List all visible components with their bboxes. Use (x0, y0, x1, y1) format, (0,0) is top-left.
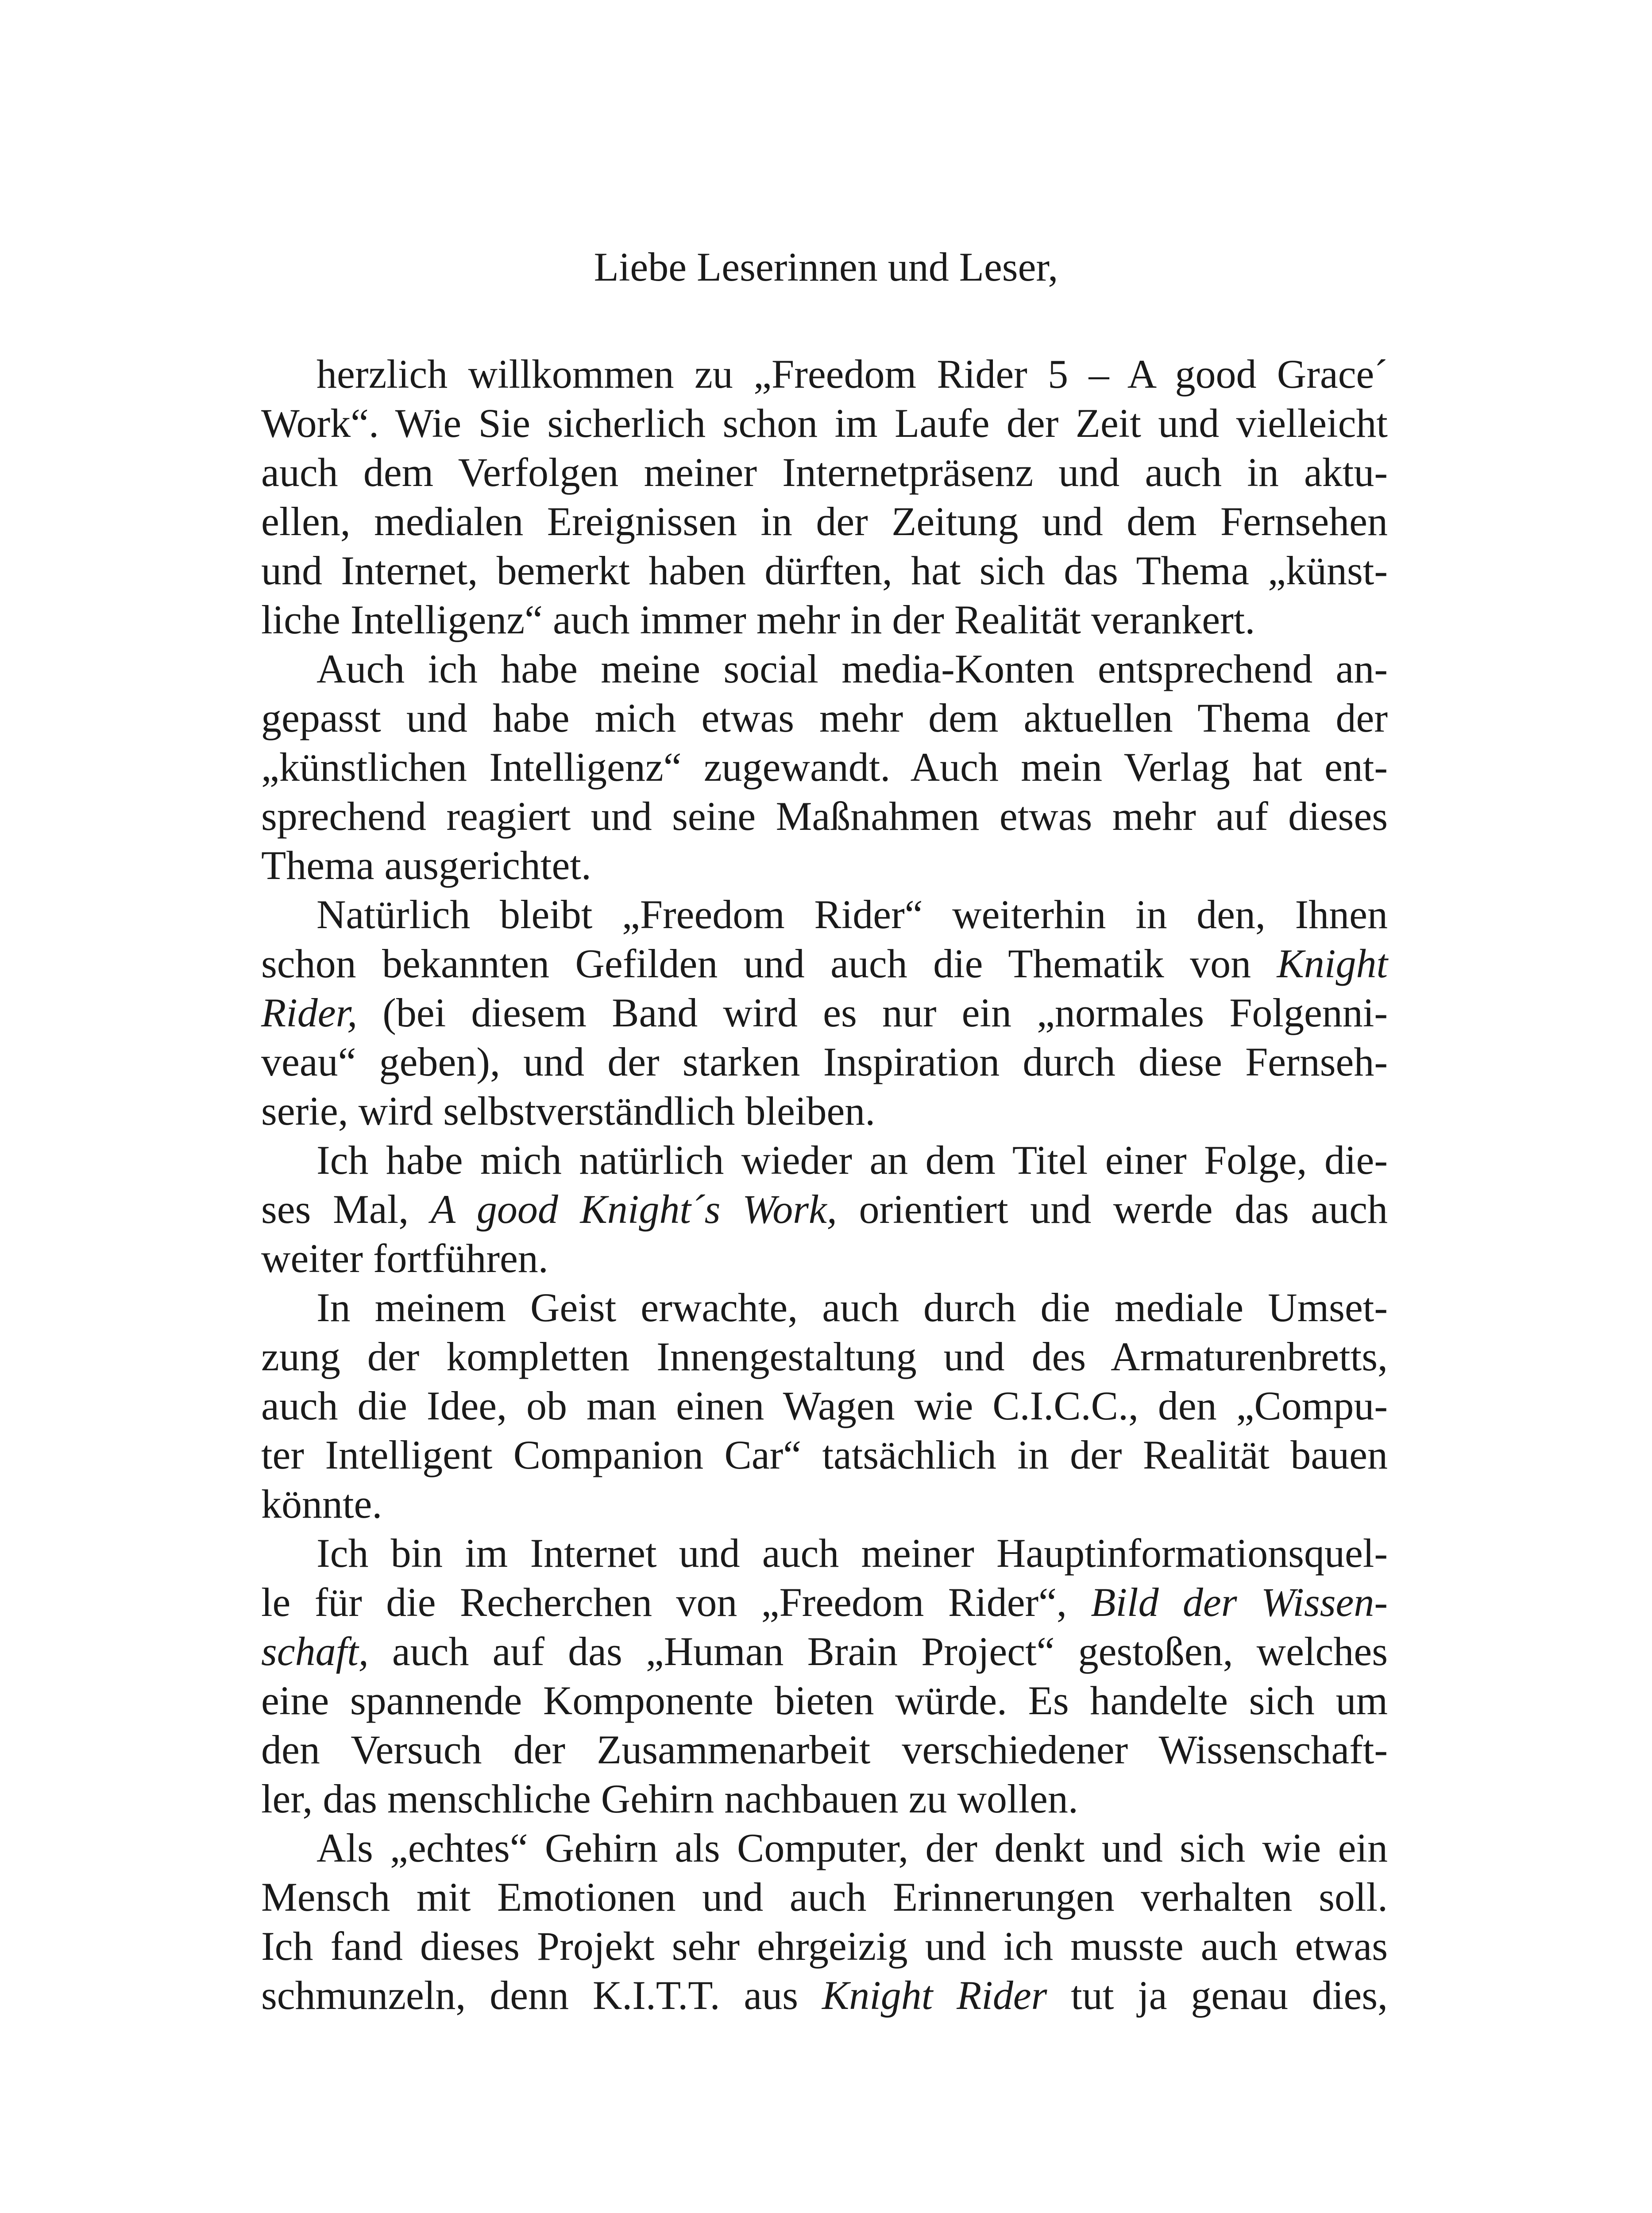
text-line (261, 595, 1388, 644)
text-line (261, 1578, 1388, 1627)
text-line (261, 1529, 1388, 1578)
text-line (261, 1381, 1388, 1430)
text-segment: auch auf das „Human Brain Project“ gestoßen, welches (368, 1629, 1388, 1674)
text-segment: auch dem Verfolgen meiner Internetpräsenz und auch in aktu- (261, 450, 1388, 495)
text-segment: le für die Recherchen von „Freedom Rider“, (261, 1580, 1091, 1625)
salutation-heading: Liebe Leserinnen und Leser, (594, 244, 1058, 289)
text-line (261, 1824, 1388, 1873)
body-text (261, 350, 1388, 2020)
text-line (261, 546, 1388, 595)
italic-text-segment: schaft, (261, 1629, 369, 1674)
text-line (261, 399, 1388, 448)
text-segment: serie, wird selbstverständlich bleiben. (261, 1088, 876, 1133)
text-segment: liche Intelligenz“ auch immer mehr in der Realität verankert. (261, 597, 1255, 642)
text-line (261, 350, 1388, 399)
text-line (261, 1332, 1388, 1381)
text-line (261, 1480, 1388, 1529)
text-segment: ler, das menschliche Gehirn nachbauen zu wollen. (261, 1776, 1078, 1821)
text-segment: den Versuch der Zusammenarbeit verschiedener Wissenschaft- (261, 1727, 1388, 1772)
text-segment: orientiert und werde das auch (837, 1187, 1388, 1232)
text-line (261, 1725, 1388, 1774)
text-line (261, 1873, 1388, 1922)
text-segment: könnte. (261, 1481, 382, 1527)
text-segment: tut ja genau dies, (1047, 1973, 1388, 2018)
italic-text-segment: Knight Rider (822, 1973, 1047, 2018)
italic-text-segment: Bild der Wissen- (1091, 1580, 1388, 1625)
text-segment: „künstlichen Intelligenz“ zugewandt. Auch mein Verlag hat ent- (261, 744, 1388, 790)
text-line (261, 1283, 1388, 1332)
text-line (261, 1037, 1388, 1087)
text-segment: Auch ich habe meine social media-Konten entsprechend an- (317, 646, 1388, 691)
text-segment: In meinem Geist erwachte, auch durch die mediale Umset- (317, 1285, 1388, 1330)
text-segment: ter Intelligent Companion Car“ tatsächlich in der Realität bauen (261, 1432, 1388, 1477)
text-line (261, 890, 1388, 939)
text-line (261, 743, 1388, 792)
text-segment: Work“. Wie Sie sicherlich schon im Laufe der Zeit und vielleicht (261, 401, 1388, 446)
text-line (261, 1430, 1388, 1480)
text-segment: auch die Idee, ob man einen Wagen wie C.I.C.C., den „Compu- (261, 1383, 1388, 1428)
text-segment: sprechend reagiert und seine Maßnahmen etwas mehr auf dieses (261, 794, 1388, 839)
text-segment: Thema ausgerichtet. (261, 843, 591, 888)
italic-text-segment: Knight (1277, 941, 1388, 986)
text-segment: eine spannende Komponente bieten würde. Es handelte sich um (261, 1678, 1388, 1723)
text-line (261, 694, 1388, 743)
text-line (261, 1676, 1388, 1725)
text-line (261, 1922, 1388, 1971)
text-segment: und Internet, bemerkt haben dürften, hat sich das Thema „künst- (261, 548, 1388, 593)
text-segment: herzlich willkommen zu „Freedom Rider 5 – A good Grace´ (317, 351, 1388, 397)
italic-text-segment: A good Knight´s Work, (430, 1187, 837, 1232)
text-line (261, 1234, 1388, 1283)
text-segment: Ich bin im Internet und auch meiner Hauptinformationsquel- (317, 1531, 1388, 1576)
text-segment: gepasst und habe mich etwas mehr dem aktuellen Thema der (261, 695, 1388, 740)
text-segment: schon bekannten Gefilden und auch die Thematik von (261, 941, 1277, 986)
text-line (261, 1136, 1388, 1185)
text-line (261, 988, 1388, 1037)
text-line (261, 1774, 1388, 1824)
text-segment: Ich fand dieses Projekt sehr ehrgeizig und ich musste auch etwas (261, 1924, 1388, 1969)
text-line (261, 1185, 1388, 1234)
text-line (261, 1627, 1388, 1676)
text-segment: weiter fortführen. (261, 1236, 548, 1281)
text-line (261, 939, 1388, 988)
text-line (261, 841, 1388, 890)
text-line (261, 497, 1388, 546)
text-segment: ses Mal, (261, 1187, 431, 1232)
italic-text-segment: Rider, (261, 990, 358, 1035)
text-segment: ellen, medialen Ereignissen in der Zeitung und dem Fernsehen (261, 499, 1388, 544)
text-line (261, 644, 1388, 694)
text-line (261, 792, 1388, 841)
text-segment: Ich habe mich natürlich wieder an dem Titel einer Folge, die- (317, 1137, 1388, 1183)
text-line (261, 1971, 1388, 2020)
text-line (261, 448, 1388, 497)
text-segment: Als „echtes“ Gehirn als Computer, der denkt und sich wie ein (317, 1825, 1388, 1870)
text-segment: Natürlich bleibt „Freedom Rider“ weiterhin in den, Ihnen (317, 892, 1388, 937)
text-segment: (bei diesem Band wird es nur ein „normales Folgenni- (357, 990, 1388, 1035)
text-line (261, 1087, 1388, 1136)
text-segment: Mensch mit Emotionen und auch Erinnerungen verhalten soll. (261, 1874, 1388, 1920)
text-segment: schmunzeln, denn K.I.T.T. aus (261, 1973, 822, 2018)
text-segment: veau“ geben), und der starken Inspiration durch diese Fernseh- (261, 1039, 1388, 1084)
text-segment: zung der kompletten Innengestaltung und des Armaturenbretts, (261, 1334, 1388, 1379)
